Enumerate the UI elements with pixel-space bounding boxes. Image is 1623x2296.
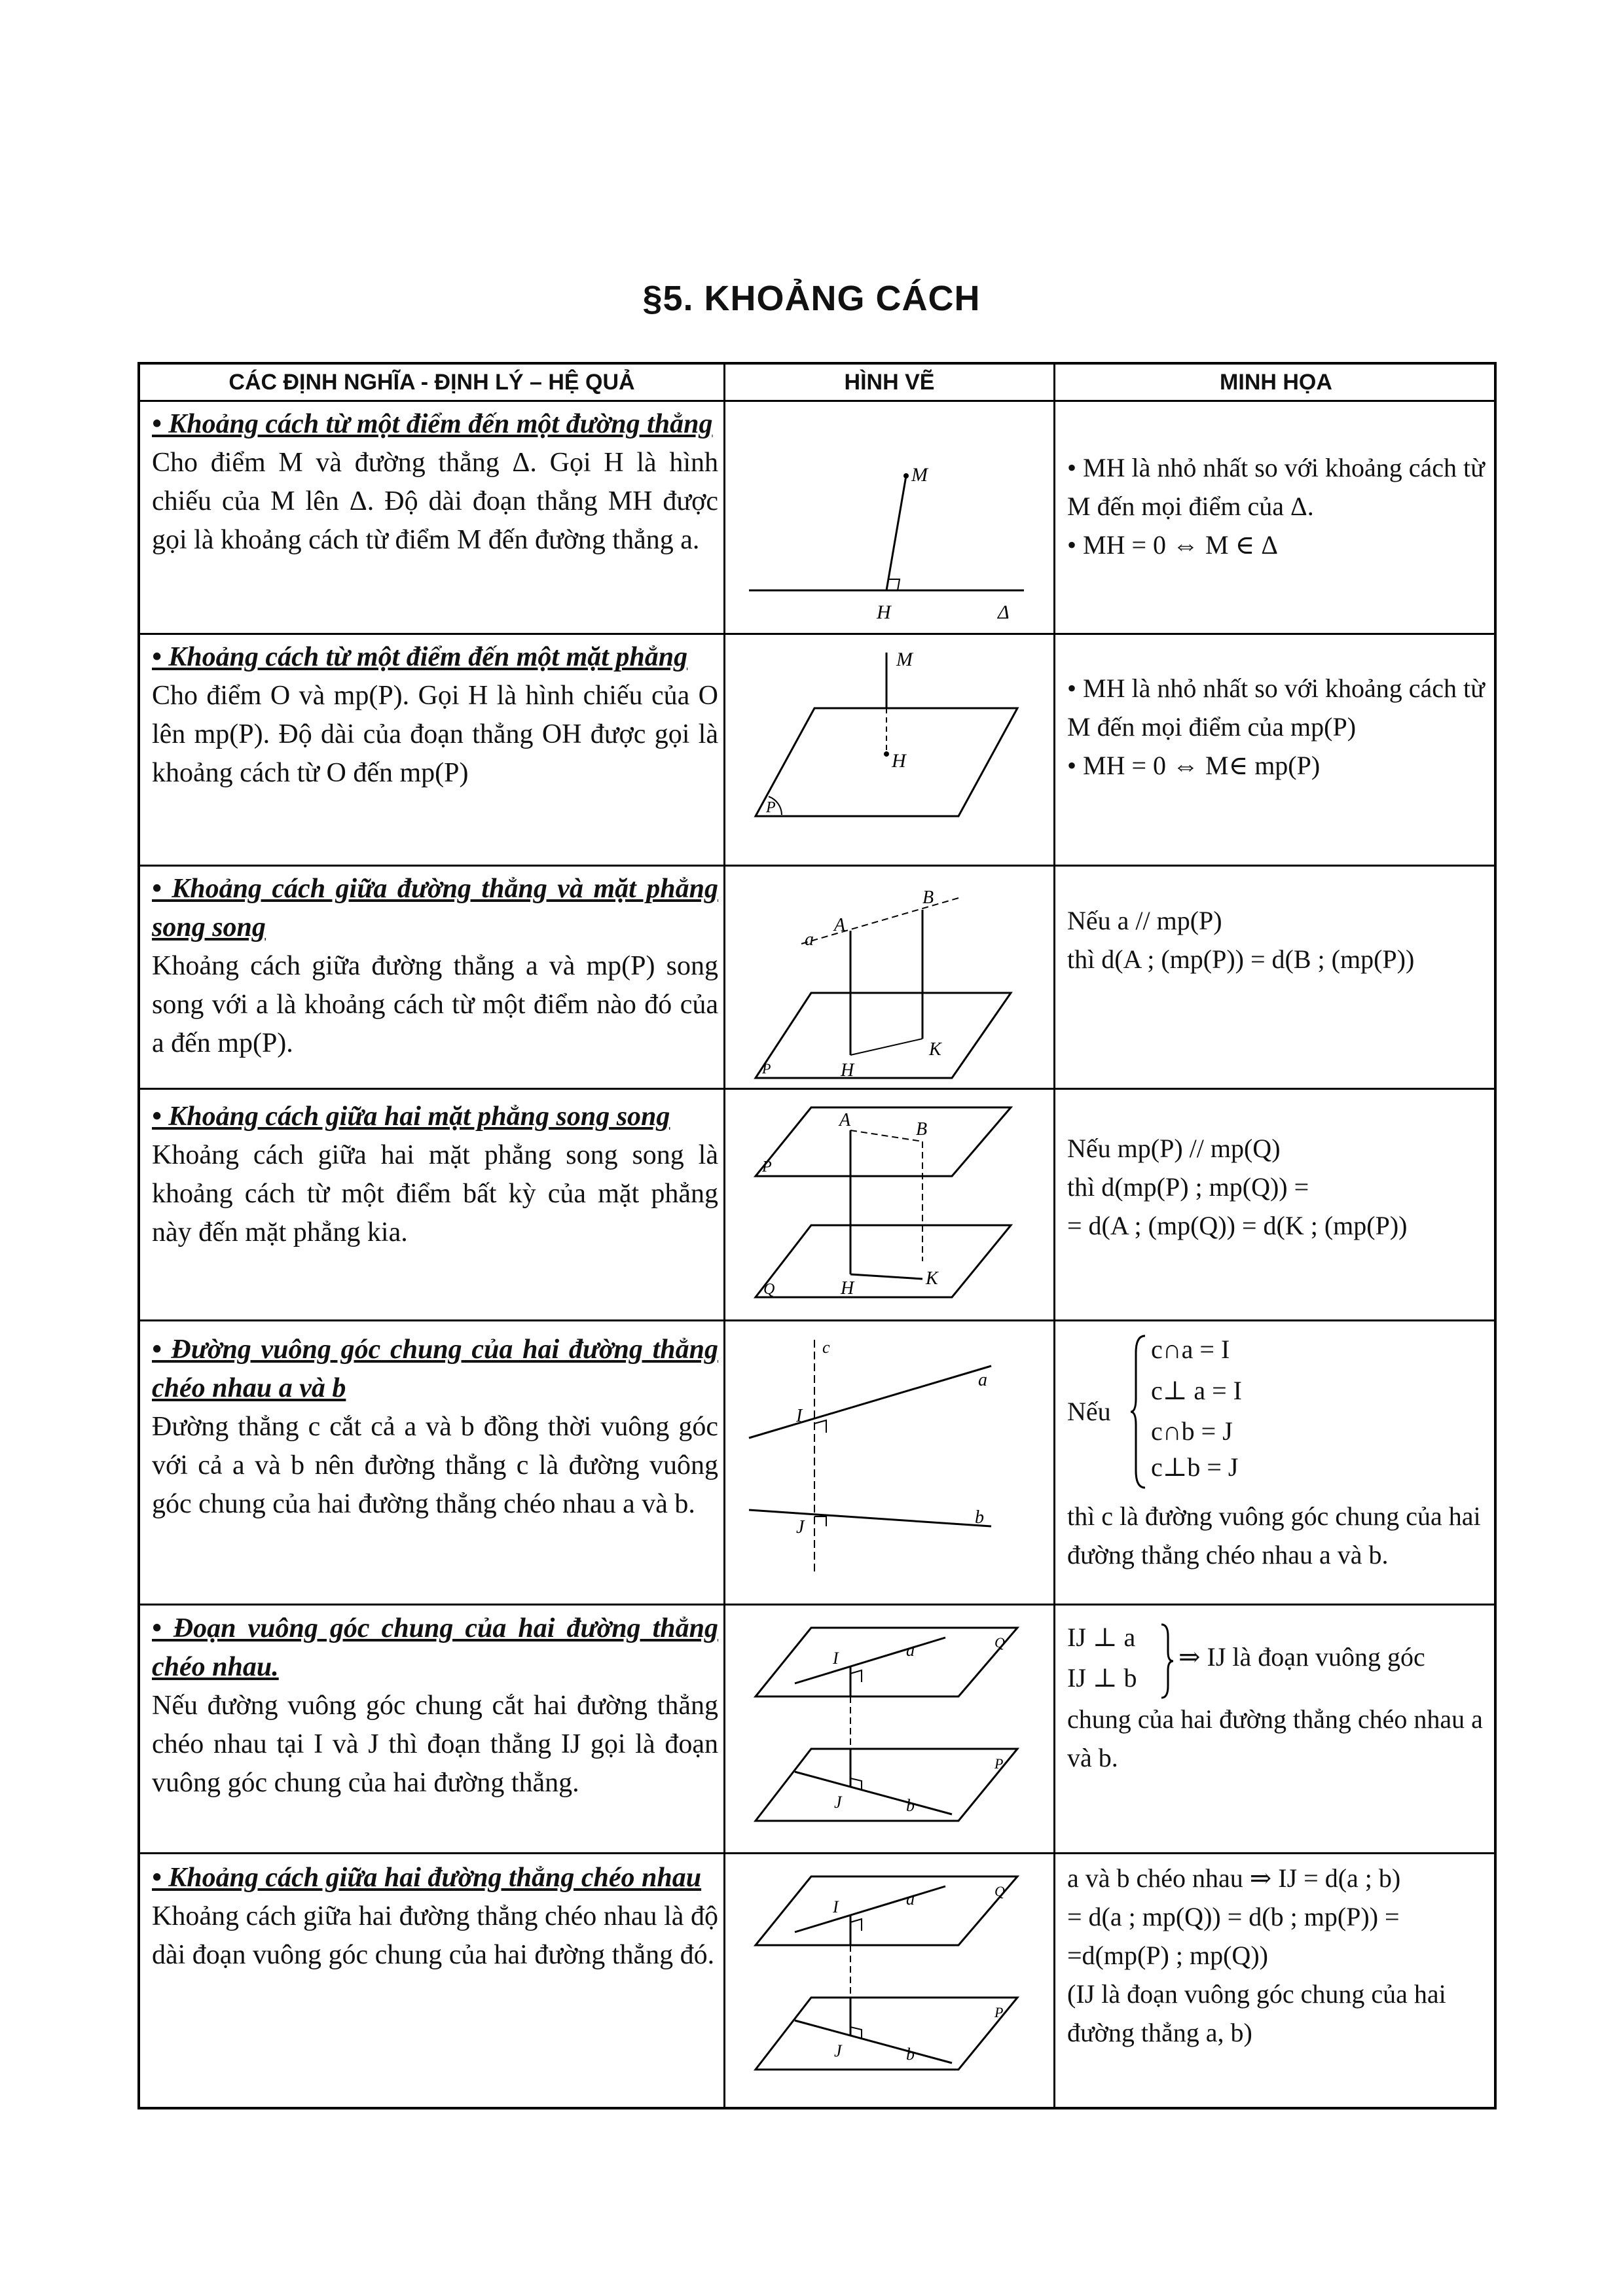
row-3-illustration <box>1067 901 1486 978</box>
illustration-line: =d(mp(P) ; mp(Q)) <box>1067 1941 1268 1970</box>
header-definitions: CÁC ĐỊNH NGHĨA - ĐỊNH LÝ – HỆ QUẢ <box>228 369 635 395</box>
label-P: P <box>766 799 776 816</box>
label-a: a <box>978 1370 987 1390</box>
row-3-body: Khoảng cách giữa đường thẳng a và mp(P) song song với a là khoảng cách từ một điểm nào đó của a đến mp(P). <box>152 951 718 1058</box>
label-I: I <box>796 1406 803 1426</box>
label-H: H <box>877 601 891 623</box>
row-2-body: Cho điểm O và mp(P). Gọi H là hình chiếu của O lên mp(P). Độ dài của đoạn thẳng OH được gọi là khoảng cách từ O đến mp(P) <box>152 681 718 788</box>
label-H: H <box>892 750 906 772</box>
header-illustration: MINH HỌA <box>1220 369 1332 395</box>
row-divider <box>140 1319 1494 1321</box>
row-2-heading: • Khoảng cách từ một điểm đến một mặt phẳng <box>152 642 688 672</box>
row-6-body: Nếu đường vuông góc chung cắt hai đường thẳng chéo nhau tại I và J thì đoạn thẳng IJ gọi là đoạn vuông góc chung của hai đường thẳng. <box>152 1691 718 1798</box>
illustration-line: a và b chéo nhau ⇒ IJ = d(a ; b) <box>1067 1863 1401 1893</box>
header-figure: HÌNH VẼ <box>844 369 935 395</box>
label-c: c <box>822 1338 830 1357</box>
conclusion-text: chung của hai đường thẳng chéo nhau a và b. <box>1067 1704 1483 1772</box>
label-M: M <box>911 464 928 486</box>
label-delta: Δ <box>998 601 1010 623</box>
illustration-line: • MH = 0 ⇔ M∈ mp(P) <box>1067 751 1321 780</box>
row-divider <box>140 1088 1494 1090</box>
label-J: J <box>834 2041 842 2060</box>
label-A: A <box>839 1110 851 1130</box>
row-7-body: Khoảng cách giữa hai đường thẳng chéo nhau là độ dài đoạn vuông góc chung của hai đường thẳng đó. <box>152 1901 718 1970</box>
row-divider <box>140 1604 1494 1605</box>
label-P: P <box>762 1158 772 1175</box>
label-b: b <box>906 1796 915 1815</box>
right-brace-icon <box>1160 1623 1175 1699</box>
row-3-heading: • Khoảng cách giữa đường thẳng và mặt phẳng song song <box>152 874 718 942</box>
row-6-definition <box>152 1609 718 1803</box>
row-4-heading: • Khoảng cách giữa hai mặt phẳng song song <box>152 1102 670 1132</box>
label-H: H <box>841 1278 854 1299</box>
label-b: b <box>975 1507 984 1528</box>
label-P: P <box>994 1755 1004 1772</box>
condition-line: c⊥b = J <box>1151 1452 1239 1482</box>
row-6-conclusion <box>1067 1700 1486 1777</box>
label-Q: Q <box>994 1883 1005 1899</box>
row-5-condition <box>1067 1327 1486 1497</box>
illustration-line: Nếu mp(P) // mp(Q) <box>1067 1134 1281 1163</box>
row-2-illustration <box>1067 669 1486 785</box>
label-P: P <box>994 2004 1004 2020</box>
label-M: M <box>896 649 913 670</box>
figure-point-to-plane <box>742 639 1057 855</box>
label-a: a <box>906 1890 915 1909</box>
row-divider <box>140 1852 1494 1854</box>
label-Q: Q <box>994 1634 1005 1651</box>
condition-line: IJ ⊥ a <box>1067 1623 1136 1652</box>
label-K: K <box>926 1268 938 1289</box>
figure-common-perpendicular <box>742 1327 1057 1588</box>
figure-line-plane-parallel <box>742 872 1057 1088</box>
label-a: a <box>805 929 814 950</box>
row-4-illustration <box>1067 1129 1486 1245</box>
row-7-heading: • Khoảng cách giữa hai đường thẳng chéo nhau <box>152 1863 702 1893</box>
row-2-definition <box>152 638 718 793</box>
label-a: a <box>906 1641 915 1660</box>
label-P: P <box>762 1060 771 1077</box>
label-A: A <box>834 915 846 935</box>
row-1-body: Cho điểm M và đường thẳng Δ. Gọi H là hình chiếu của M lên Δ. Độ dài đoạn thẳng MH được gọi là khoảng cách từ điểm M đến đường thẳng a. <box>152 448 718 555</box>
row-5-conclusion <box>1067 1497 1486 1574</box>
label-B: B <box>916 1119 928 1139</box>
figure-point-to-line <box>742 430 1057 626</box>
label-I: I <box>833 1897 839 1916</box>
label-I: I <box>833 1649 839 1668</box>
figure-skew-lines-distance <box>742 1860 1057 2096</box>
row-1-illustration <box>1067 448 1486 564</box>
implication-text: ⇒ IJ là đoạn vuông góc <box>1178 1642 1425 1672</box>
row-divider <box>140 633 1494 635</box>
illustration-line: • MH = 0 ⇔ M ∈ Δ <box>1067 530 1278 560</box>
header-divider <box>140 400 1494 402</box>
row-7-definition <box>152 1859 718 1975</box>
illustration-line: = d(a ; mp(Q)) = d(b ; mp(P)) = <box>1067 1902 1400 1931</box>
illustration-line: • MH là nhỏ nhất so với khoảng cách từ M đến mọi điểm của Δ. <box>1067 453 1485 521</box>
condition-line: c∩a = I <box>1151 1335 1230 1364</box>
row-4-definition <box>152 1098 718 1252</box>
conclusion-text: thì c là đường vuông góc chung của hai đường thẳng chéo nhau a và b. <box>1067 1501 1481 1570</box>
condition-line: c⊥ a = I <box>1151 1376 1243 1405</box>
row-7-illustration <box>1067 1859 1486 2052</box>
row-6-heading: • Đoạn vuông góc chung của hai đường thẳng chéo nhau. <box>152 1613 718 1682</box>
row-divider <box>140 865 1494 867</box>
label-J: J <box>834 1793 842 1812</box>
label-Q: Q <box>763 1281 775 1298</box>
left-brace-icon <box>1129 1333 1148 1490</box>
figure-common-perpendicular-segment <box>742 1611 1057 1847</box>
row-4-body: Khoảng cách giữa hai mặt phẳng song song là khoảng cách từ một điểm bất kỳ của mặt phẳng này đến mặt phẳng kia. <box>152 1140 718 1247</box>
row-6-condition <box>1067 1618 1486 1696</box>
label-J: J <box>796 1517 805 1537</box>
illustration-line: = d(A ; (mp(Q)) = d(K ; (mp(P)) <box>1067 1211 1408 1240</box>
illustration-line: thì d(A ; (mp(P)) = d(B ; (mp(P)) <box>1067 944 1415 974</box>
condition-line: IJ ⊥ b <box>1067 1663 1137 1693</box>
illustration-line: thì d(mp(P) ; mp(Q)) = <box>1067 1172 1309 1202</box>
label-b: b <box>906 2045 915 2064</box>
figure-two-parallel-planes <box>742 1094 1057 1317</box>
illustration-line: • MH là nhỏ nhất so với khoảng cách từ M đến mọi điểm của mp(P) <box>1067 673 1485 742</box>
page-title: §5. KHOẢNG CÁCH <box>642 279 981 318</box>
row-5-body: Đường thẳng c cắt cả a và b đồng thời vuông góc với cả a và b nên đường thẳng c là đường vuông góc chung của hai đường thẳng chéo nhau a và b. <box>152 1412 718 1519</box>
column-divider <box>723 365 725 2107</box>
row-5-heading: • Đường vuông góc chung của hai đường thẳng chéo nhau a và b <box>152 1335 718 1403</box>
label-K: K <box>929 1039 941 1060</box>
condition-line: c∩b = J <box>1151 1416 1233 1446</box>
row-5-definition <box>152 1331 718 1524</box>
illustration-line: Nếu a // mp(P) <box>1067 906 1222 935</box>
if-label: Nếu <box>1067 1397 1111 1426</box>
row-1-heading: • Khoảng cách từ một điểm đến một đường thẳng <box>152 409 713 439</box>
label-B: B <box>922 888 934 908</box>
row-1-definition <box>152 405 718 560</box>
label-H: H <box>841 1060 854 1081</box>
content-table <box>137 362 1497 2109</box>
illustration-line: (IJ là đoạn vuông góc chung của hai đường thẳng a, b) <box>1067 1979 1446 2047</box>
row-3-definition <box>152 870 718 1063</box>
